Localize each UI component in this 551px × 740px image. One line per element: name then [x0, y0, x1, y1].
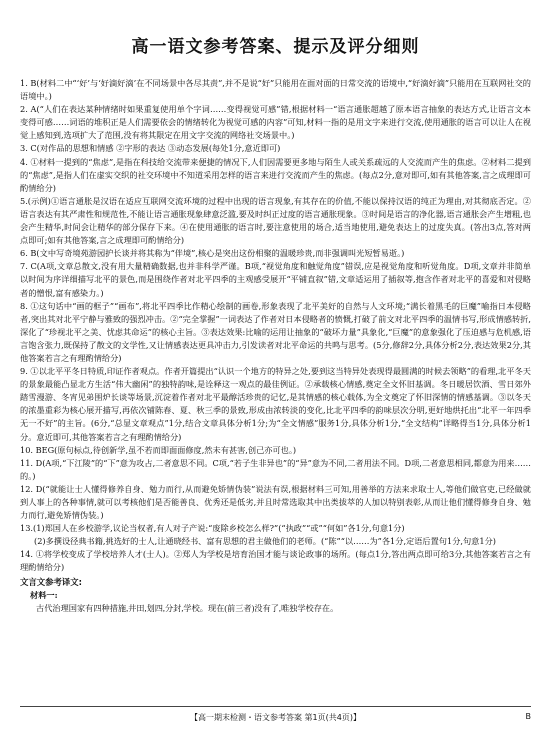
paper-version-letter: B	[525, 712, 531, 721]
answer-item-13-1: 13.(1)郑国人在乡校游学,议论当权者,有人对子产说:“废除乡校怎么样?”(“执政”“或”“何如”各1分,句意1分)	[20, 523, 405, 534]
page-title: 高一语文参考答案、提示及评分细则	[131, 37, 420, 57]
answer-item-14: 14. ①将学校变成了学校培养人才(士人)。②郑人为学校是培育治国才能与谈论政事的场所。(每点1分,答出两点即可给3分,其他答案若言之有理酌情给分)	[20, 549, 531, 573]
answer-item-5: 5.(示例)①语言通胀是汉语在适应互联网交流环境的过程中出现的语言现象,有其存在的价值,不能以保持汉语的纯正为理由,对其彻底否定。②语言表达有其严肃性和规范性,不能让语言通胀现象肆意泛滥,要及时纠正过度的语言通胀现象。③时间是语言的净化器,语言通胀会产生增粗,也会产生精华,时间会让精华的部分保存下来。④在使用通胀的语言时,要注意使用的场合,适当地使用,避免表达上的过度失真。(答出3点,答对两点即可;如有其他答案,言之成理即可酌情给分)	[20, 195, 531, 246]
answer-item-1: 1. B(材料二中“‘好’与‘好滴好滴’在不同场景中各尽其责”,并不是说“好”只能用在面对面的日常交流的语境中,“好滴好滴”只能用在互联网社交的语境中。)	[20, 78, 531, 102]
footer-divider	[20, 706, 531, 707]
answer-item-12: 12. D(“就能让士人懂得修养自身、勉力而行,从而避免矫情伪装”说法有误,根据材料三可知,用善举的方法来求取士人,等他们做官吏,已经做就到人事上的各种事情,就可以考核他们是否能善良、优秀还是低劣,并且时常选取其中出类拔萃的人加以特别表彰,从而让他们懂得修身自身、勉力而行,避免矫情伪装。)	[20, 483, 531, 521]
answer-item-10: 10. BEG(原句标点,待创新学,虽不若而即面面修度,然未有甚害,创己亦可也。)	[20, 444, 297, 455]
translation-heading: 文言文参考译文:	[20, 576, 82, 587]
answer-item-6: 6. B(文中写奇境苑游园护长谈并将其称为“伴境”,核心是突出这份相聚的温暖珍贵,而非强调叫光短暂易逝。)	[20, 248, 405, 259]
footer-text: 【高一期末检测・语文参考答案 第1页(共4页)】	[190, 713, 361, 722]
answer-item-13-2: (2)多撰设径典书籍,挑选好的士人,让通晓经书、富有思想的君主做他们的老师。(“陈”“以……为”各1分,定语后置句1分,句意1分)	[34, 536, 496, 547]
answer-item-9: 9. ①以北平平冬日特质,印证作者观点。作者开篇提出“认识一个地方的特异之处,要到这当特异处表现得最圆满的时候去领略”的看理,北平冬天的景象最能凸显北方生活“伟大幽闲”的独特韵味,是诠释这一观点的最佳例证。②承载核心情感,奠定全文怀旧基调。冬日暖居饮酒、雪日郊外踏雪漫游、冬宵见弟围炉长谈等场景,沉淀着作者对北平最醇活珍贵的记忆,是其情感的核心载体,为全文奠定了怀旧深情的情感基调。③以冬天的浓墨重彩为核心展开描写,再依次铺陈春、夏、秋三季的景致,形成由浓转淡的变化,比北平四季的韵味层次分明,更好地烘托出“北平一年四季无一不好”的主旨。(6分,“总显文章观点”1分,结合文章具体分析1分;为“全文情感”服务1分,具体分析1分,“全文结构”详略得当1分,具体分析1分。意近即可,其他答案若言之有理酌情给分)	[20, 366, 531, 442]
answer-item-4: 4. ①材料一提到的“焦虑”,是指在科技给交流带来便捷的情况下,人们因需要更多地与陌生人或关系疏远的人交流而产生的焦虑。②材料二提到的“焦虑”,是指人们在虚实交织的社交环境中不知道采用怎样的语言来进行交流而产生的焦虑。(每点2分,意对即可,如有其他答案,言之成理即可酌情给分)	[20, 156, 531, 193]
answer-item-8: 8. ①这句话中“画的框子”“画布”,将北平四季比作精心绘制的画卷,形象表现了北平美好的自然与人文环境;“满长着黑毛的巨魔”喻指日本侵略者,突出其对北平宁静与雅致的强烈冲击。②“完全掌握”一词表达了作者对日本侵略者的愤慨,打破了前文对北平四季的温情书写,形成情感转折,深化了“珍视北平之美、忧虑其命运”的核心主旨。③表达效果:比喻的运用让抽象的“破坏力量”具象化,“巨魔”的意象强化了压迫感与危机感,语言饱含张力,既保持了散文的文学性,又让情感表达更具冲击力,引发读者对北平命运的共鸣与思考。(5分,修辞2分,具体分析2分,表达效果2分,其他答案若言之有理酌情给分)	[20, 300, 531, 363]
answer-item-11: 11. D(A项,“下江陵”的“下”意为攻占,二者意思不同。C项,“若子生非异也”的“异”意为不同,二者用法不同。D项,二者意思相同,都意为用来……的。)	[20, 457, 531, 481]
answer-item-2: 2. A(“人们在表达某种情绪时如果重复使用单个字词……变得视觉可感”错,根据材料一“语言通胀超越了原本语言抽象的表达方式,让语言文本变得可感……词语的堆积正是人们需要依会的情绪转化为视觉可感的内容”可知,材料一指的是用文字来进行交流,使用通胀的语言可以让人在视觉上感知到,选项扩大了范围,没有将其限定在用文字交流的网络社交场景中。)	[20, 104, 531, 141]
answer-body	[20, 77, 531, 615]
material-label: 材料一:	[30, 589, 58, 600]
answer-item-3: 3. C(对作品的思想和情感 ②字形的表达 ③动态发展(每处1分,意近即可)	[20, 143, 281, 154]
page-footer	[0, 712, 551, 723]
material-text: 古代治理国家有四种措施,井田,划四,分封,学校。现在(前三者)没有了,唯独学校存在。	[36, 603, 339, 613]
answer-item-7: 7. C(A项,文章总散文,没有用大量精确数据,也并非科学严谨。B项,“视觉角度和触觉角度”错误,应是视觉角度和听觉角度。D项,文章并非简单以时间为序详细描写北平的景色,而是围绕作者对北平四季的主观感受展开“平铺直叙”错,文章适运用了插叙等,抱含作者对北平的喜爱和对侵略者的憎恨,富有感染力。)	[20, 261, 531, 298]
